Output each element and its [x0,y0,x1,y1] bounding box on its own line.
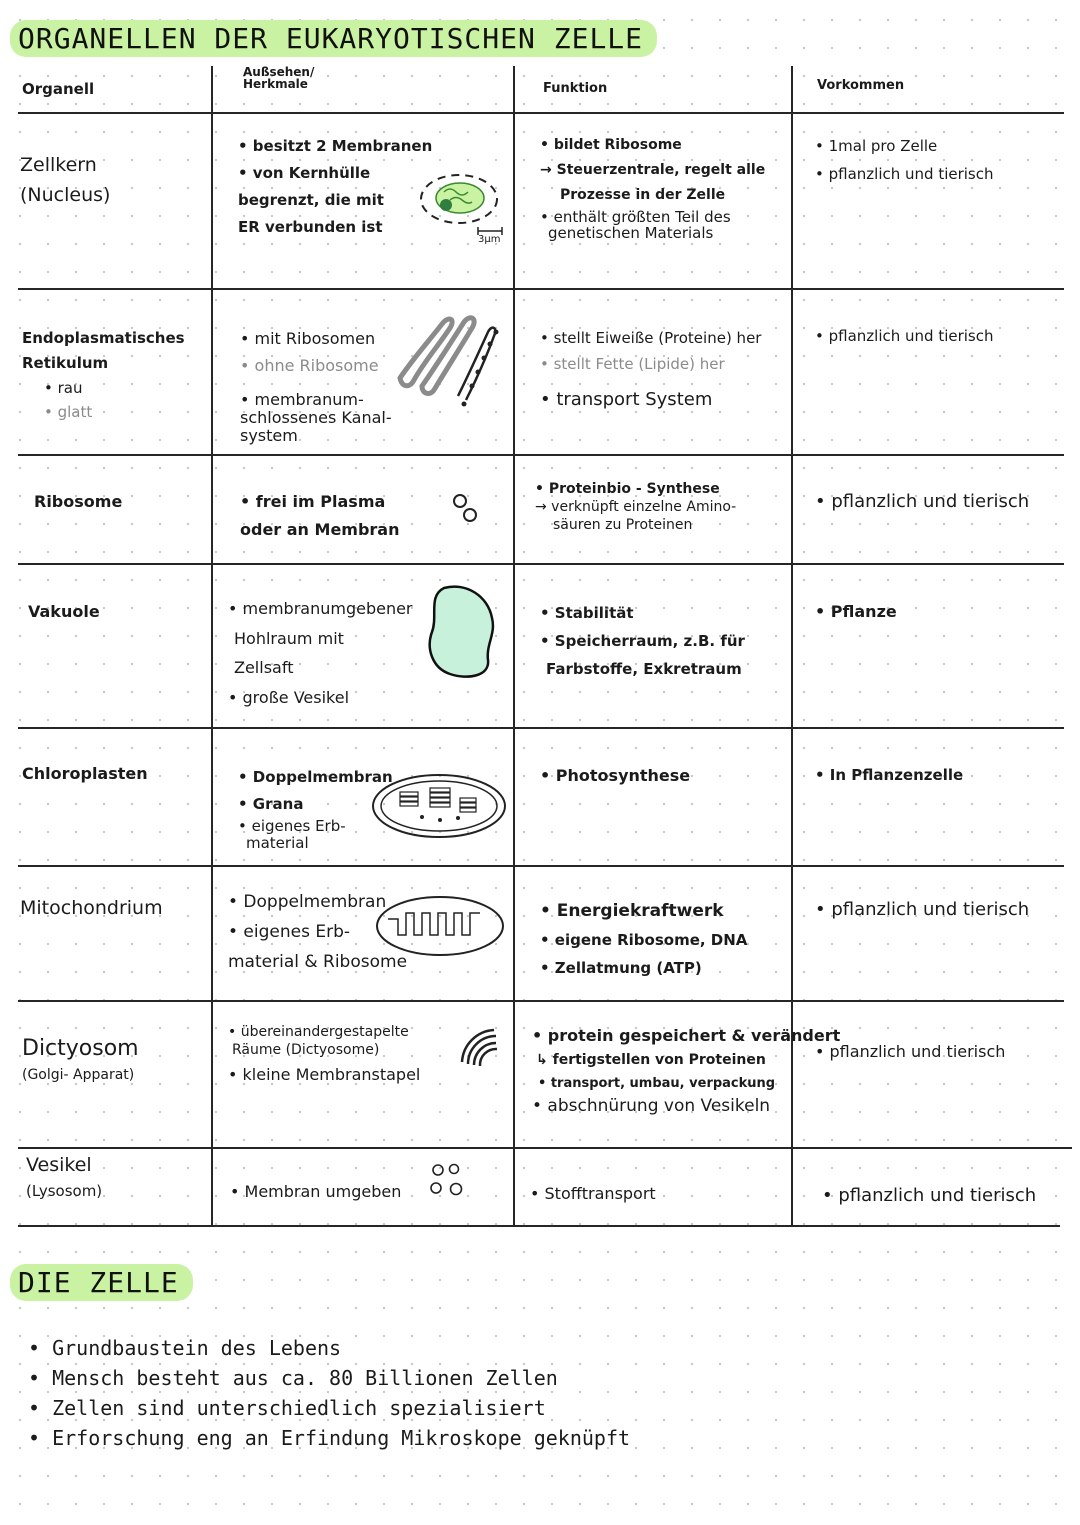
ribosome-icon [450,492,480,524]
mitochondrium-icon [374,893,506,959]
funktion-vesikel: • Stofftransport [530,1184,656,1203]
funktion-dictyosom: • protein gespeichert & verändert ↳ fertigstellen von Proteinen • transport, umbau, verpackung • abschnürung von Vesikeln [532,1026,841,1117]
row-divider [18,1000,1064,1002]
funktion-zellkern: • bildet Ribosome → Steuerzentrale, regelt alle Prozesse in der Zelle • enthält größten Teil des genetischen Materials [540,137,766,243]
row-divider [18,288,1064,290]
vorkommen-vakuole: • Pflanze [815,602,897,621]
header-organell: Organell [22,80,95,98]
header-vorkommen: Vorkommen [817,78,905,93]
section-title [10,1266,193,1299]
organelle-name-dictyosom: Dictyosom (Golgi- Apparat) [22,1036,139,1083]
row-divider [18,1147,1072,1149]
scale-label: 3µm [478,234,501,245]
merkmale-ribosome: • frei im Plasma oder an Membran [240,492,400,539]
vorkommen-ribosome: • pflanzlich und tierisch [815,491,1030,512]
nucleus-icon [418,170,500,228]
column-divider [513,66,515,1227]
vorkommen-vesikel: • pflanzlich und tierisch [822,1185,1037,1206]
vorkommen-dictyosom: • pflanzlich und tierisch [815,1042,1006,1061]
row-divider [18,112,1064,114]
row-divider [18,865,1064,867]
list-item: • Zellen sind unterschiedlich spezialisiert [28,1396,546,1420]
organelle-name-chloroplasten: Chloroplasten [22,764,148,783]
row-divider [18,454,1064,456]
list-item: • Grundbaustein des Lebens [28,1336,342,1360]
vorkommen-mitochondrium: • pflanzlich und tierisch [815,899,1030,920]
merkmale-er: • mit Ribosomen • ohne Ribosome • membranum- schlossenes Kanal- system [240,329,392,445]
organelle-name-vesikel: Vesikel (Lysosom) [26,1154,103,1200]
column-divider [211,66,213,1227]
list-item: • Erforschung eng an Erfindung Mikroskope geknüpft [28,1426,631,1450]
dictyosom-icon [456,1024,500,1068]
list-item: • Mensch besteht aus ca. 80 Billionen Zellen [28,1366,558,1390]
organelle-name-vakuole: Vakuole [28,602,100,621]
organelle-name-mitochondrium: Mitochondrium [20,897,163,919]
merkmale-vakuole: • membranumgebener Hohlraum mit Zellsaft • große Vesikel [228,599,413,707]
header-aussehen: Außsehen/ Herkmale [243,65,315,91]
merkmale-zellkern: • besitzt 2 Membranen • von Kernhülle begrenzt, die mit ER verbunden ist [238,137,433,236]
vesikel-icon [426,1160,468,1200]
organelle-name-er: Endoplasmatisches Retikulum • rau • glatt [22,329,185,422]
header-funktion: Funktion [543,81,608,96]
vorkommen-zellkern: • 1mal pro Zelle • pflanzlich und tierisch [815,137,994,183]
funktion-vakuole: • Stabilität • Speicherraum, z.B. für Farbstoffe, Exkretraum [540,604,745,678]
row-divider [18,727,1064,729]
vorkommen-er: • pflanzlich und tierisch [815,327,994,345]
er-icon [392,300,504,408]
bullet-list [28,1333,630,1453]
page-title [10,22,657,55]
merkmale-chloroplasten: • Doppelmembran • Grana • eigenes Erb- material [238,768,393,852]
title-highlight: ORGANELLEN DER EUKARYOTISCHEN ZELLE [10,20,657,57]
organelle-name-ribosome: Ribosome [34,492,123,511]
merkmale-vesikel: • Membran umgeben [230,1182,402,1201]
funktion-mitochondrium: • Energiekraftwerk • eigene Ribosome, DNA • Zellatmung (ATP) [540,901,748,978]
organelle-name-zellkern: Zellkern (Nucleus) [20,154,111,207]
funktion-ribosome: • Proteinbio - Synthese → verknüpft einzelne Amino- säuren zu Proteinen [535,481,737,534]
chloroplast-icon [370,772,508,840]
vorkommen-chloroplasten: • In Pflanzenzelle [815,766,964,784]
merkmale-dictyosom: • übereinandergestapelte Räume (Dictyosome) • kleine Membranstapel [228,1024,421,1084]
funktion-er: • stellt Eiweiße (Proteine) her • stellt Fette (Lipide) her • transport System [540,329,762,410]
section-title-highlight: DIE ZELLE [10,1264,193,1301]
merkmale-mitochondrium: • Doppelmembran • eigenes Erb- material & Ribosome [228,892,408,972]
vakuole-icon [422,582,502,682]
row-divider [18,1225,1060,1227]
funktion-chloroplasten: • Photosynthese [540,766,691,785]
row-divider [18,563,1064,565]
